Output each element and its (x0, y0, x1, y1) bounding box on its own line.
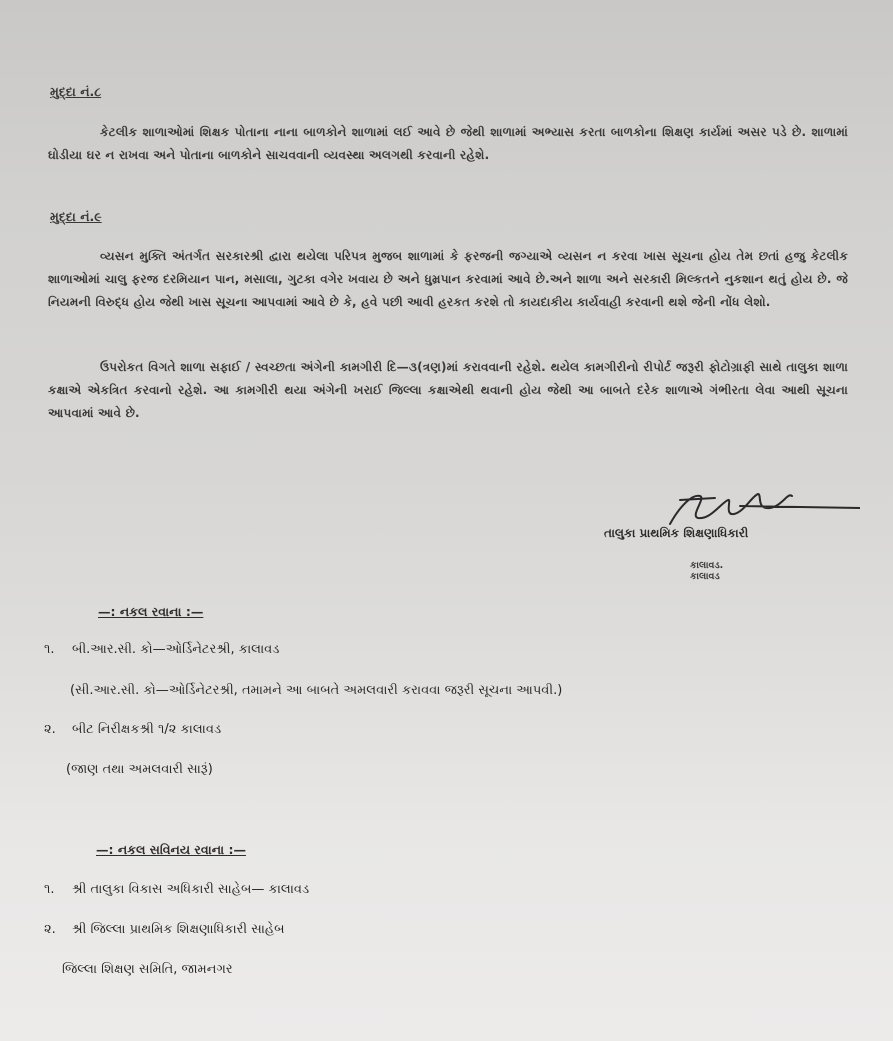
copy-to-item-1-text: બી.આર.સી. કો—ઓર્ડિનેટરશ્રી, કાલાવડ (72, 642, 280, 657)
copy-to-item-2-note: (જાણ તથા અમલવારી સારૂં) (66, 762, 213, 777)
closing-paragraph: ઉપરોકત વિગતે શાળા સફાઈ / સ્વચ્છતા અંગેની કામગીરી દિ—૩(ત્રણ)માં કરાવવાની રહેશે. થયેલ કામગીરીનો રીપોર્ટ જરૂરી ફોટોગ્રાફી સાથે તાલુકા શાળા કક્ષાએ એકત્રિત કરવાનો રહેશે. આ કામગીરી થયા અંગેની ખરાઈ જિલ્લા કક્ષાએથી થવાની હોય જેથી આ બાબતે દરેક શાળાએ ગંભીરતા લેવા આથી સૂચના આપવામાં આવે છે. (48, 360, 848, 420)
copy-to-item-2 (44, 722, 221, 737)
section-text-8: કેટલીક શાળાઓમાં શિક્ષક પોતાના નાના બાળકોને શાળામાં લઈ આવે છે જેથી શાળામાં અભ્યાસ કરતા બાળકોના શિક્ષણ કાર્યમાં અસર પડે છે. શાળામાં ઘોડીયા ઘર ન રાખવા અને પોતાના બાળકોને સાચવવાની વ્યવસ્થા અલગથી કરવાની રહેશે. (48, 125, 848, 162)
signature-place-line1: કાલાવડ. (690, 560, 724, 571)
copy-to-item-2-text: બીટ નિરીક્ષકશ્રી ૧/૨ કાલાવડ (72, 722, 222, 737)
copy-respectfully-item-2-text: શ્રી જિલ્લા પ્રાથમિક શિક્ષણાધિકારી સાહેબ (72, 922, 285, 937)
section-heading-9: મુદ્દા નં.૯ (50, 209, 102, 224)
copy-respectfully-heading: —: નકલ સવિનય રવાના :— (96, 842, 246, 857)
copy-to-item-2-num: ૨. (44, 722, 56, 737)
section-heading-8: મુદ્દા નં.૮ (50, 84, 102, 99)
signature-block (600, 486, 860, 586)
copy-respectfully-item-1 (44, 882, 309, 897)
copy-to-item-1 (44, 642, 279, 657)
copy-respectfully-item-2-note: જિલ્લા શિક્ષણ સમિતિ, જામનગર (62, 962, 233, 977)
copy-respectfully-item-2 (44, 922, 285, 937)
signature-place (690, 560, 723, 582)
signature-stamp: તાલુકા પ્રાથમિક શિક્ષણાધિકારી (604, 526, 749, 540)
copy-respectfully-item-1-num: ૧. (44, 882, 55, 897)
copy-to-heading: —: નકલ રવાના :— (98, 604, 204, 619)
copy-respectfully-item-2-num: ૨. (44, 922, 56, 937)
copy-to-item-1-note: (સી.આર.સી. કો—ઓર્ડિનેટરશ્રી, તમામને આ બાબતે અમલવારી કરાવવા જરૂરી સૂચના આપવી.) (70, 683, 563, 698)
section-text-9: વ્યસન મુક્તિ અંતર્ગત સરકારશ્રી દ્વારા થયેલા પરિપત્ર મુજબ શાળામાં કે ફરજની જગ્યાએ વ્યસન ન કરવા ખાસ સૂચના હોય તેમ છતાં હજુ કેટલીક શાળાઓમાં ચાલુ ફરજ દરમિયાન પાન, મસાલા, ગુટકા વગેર ખવાય છે અને ધુમ્રપાન કરવામાં આવે છે.અને શાળા અને સરકારી મિલ્કતને નુકશાન થતું હોય છે. જે નિયમની વિરુદ્ધ હોય જેથી ખાસ સૂચના આપવામાં આવે છે કે, હવે પછી આવી હરકત કરશે તો કાયદાકીય કાર્યવાહી કરવાની થશે જેની નોંધ લેશો. (48, 249, 848, 309)
signature-place-line2: કાલાવડ (690, 571, 720, 582)
copy-respectfully-item-1-text: શ્રી તાલુકા વિકાસ અધિકારી સાહેબ— કાલાવડ (72, 882, 310, 897)
copy-to-item-1-num: ૧. (44, 642, 55, 657)
